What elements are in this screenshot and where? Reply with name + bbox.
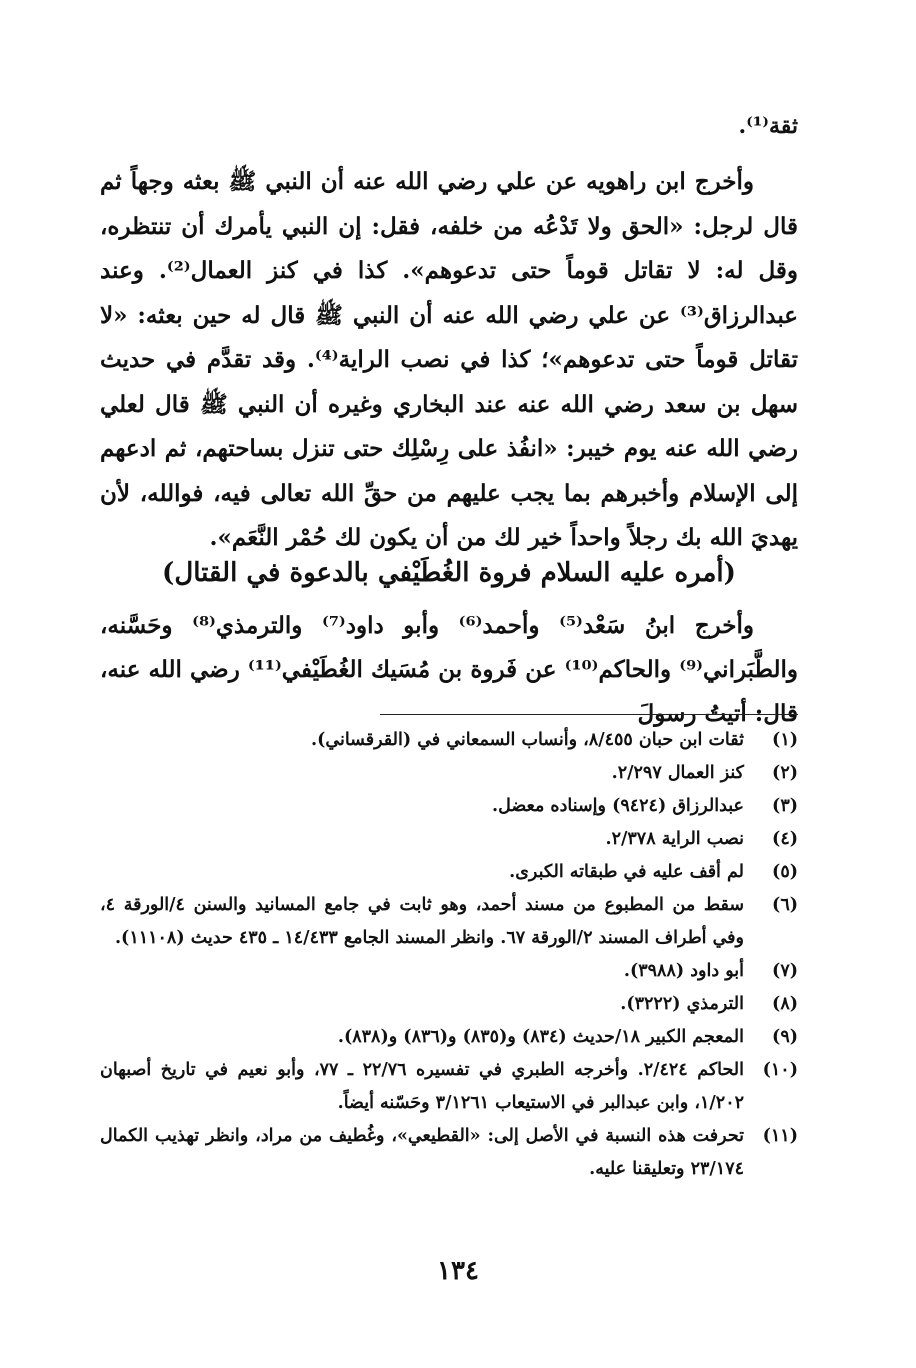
footnote-item <box>100 856 798 889</box>
main-paragraph-block <box>100 160 798 561</box>
continued-text-line: ثقة⁽¹⁾. <box>738 113 798 139</box>
section-heading: (أمره عليه السلام فروة الغُطَيْفي بالدعوة في القتال) <box>162 558 736 588</box>
footnote-text: ثقات ابن حبان ٨/٤٥٥، وأنساب السمعاني في (القرقساني). <box>310 730 744 750</box>
footnote-text: لم أقف عليه في طبقاته الكبرى. <box>509 862 744 882</box>
footnote-number: (٨) <box>772 994 798 1014</box>
footnote-separator <box>380 714 798 715</box>
footnote-text: المعجم الكبير ١٨/حديث (٨٣٤) و(٨٣٥) و(٨٣٦) و(٨٣٨). <box>337 1027 744 1047</box>
footnote-number: (٧) <box>772 961 798 981</box>
footnote-number: (١١) <box>762 1126 798 1146</box>
second-paragraph: وأخرج ابنُ سَعْد⁽⁵⁾ وأحمد⁽⁶⁾ وأبو داود⁽⁷⁾ والترمذي⁽⁸⁾ وحَسَّنه، والطَّبَراني⁽⁹⁾ والحاكم⁽¹⁰⁾ عن فَروة بن مُسَيك الغُطَيْفي⁽¹¹⁾ رضي الله عنه، قال: أتيتُ رسولَ <box>100 612 798 727</box>
footnote-text: تحرفت هذه النسبة في الأصل إلى: «القطيعي»، وغُطيف من مراد، وانظر تهذيب الكمال ٢٣/١٧٤ وتعليقنا عليه. <box>100 1126 744 1179</box>
footnote-text: أبو داود (٣٩٨٨). <box>623 961 744 981</box>
footnote-item <box>100 1054 798 1120</box>
footnote-item <box>100 889 798 955</box>
footnote-text: سقط من المطبوع من مسند أحمد، وهو ثابت في جامع المسانيد والسنن ٤/الورقة ٤، وفي أطراف المسند ٢/الورقة ٦٧. وانظر المسند الجامع ١٤/٤٣٣ ـ ٤٣٥ حديث (١١١٠٨). <box>100 895 745 948</box>
footnote-item <box>100 724 798 757</box>
footnote-number: (٥) <box>772 862 798 882</box>
footnote-item <box>100 1120 798 1186</box>
footnote-item <box>100 790 798 823</box>
footnote-text: الحاكم ٢/٤٢٤. وأخرجه الطبري في تفسيره ٢٢/٧٦ ـ ٧٧، وأبو نعيم في تاريخ أصبهان ١/٢٠٢، وابن عبدالبر في الاستيعاب ٣/١٢٦١ وحَسّنه أيضاً. <box>100 1060 744 1113</box>
footnote-text: عبدالرزاق (٩٤٢٤) وإسناده معضل. <box>492 796 744 816</box>
footnote-text: الترمذي (٣٢٢٢). <box>620 994 744 1014</box>
footnote-item <box>100 1021 798 1054</box>
main-paragraph: وأخرج ابن راهويه عن علي رضي الله عنه أن النبي ﷺ بعثه وجهاً ثم قال لرجل: «الحق ولا تَدْعُه من خلفه، فقل: إن النبي يأمرك أن تنتظره، وقل له: لا تقاتل قوماً حتى تدعوهم». كذا في كنز العمال⁽²⁾. وعند عبدالرزاق⁽³⁾ عن علي رضي الله عنه أن النبي ﷺ قال له حين بعثه: «لا تقاتل قوماً حتى تدعوهم»؛ كذا في نصب الراية⁽⁴⁾. وقد تقدَّم في حديث سهل بن سعد رضي الله عنه عند البخاري وغيره أن النبي ﷺ قال لعلي رضي الله عنه يوم خيبر: «انفُذ على رِسْلِك حتى تنزل بساحتهم، ثم ادعهم إلى الإسلام وأخبرهم بما يجب عليهم من حقِّ الله تعالى فيه، فوالله، لأن يهديَ الله بك رجلاً واحداً خير لك من أن يكون لك حُمْر النَّعَم». <box>100 168 798 551</box>
footnote-number: (٦) <box>772 895 798 915</box>
footnote-number: (١٠) <box>762 1060 798 1080</box>
footnote-number: (٤) <box>772 829 798 849</box>
footnote-number: (٢) <box>772 763 798 783</box>
footnote-number: (٩) <box>772 1027 798 1047</box>
footnote-text: نصب الراية ٢/٣٧٨. <box>605 829 744 849</box>
footnote-item <box>100 988 798 1021</box>
footnote-number: (٣) <box>772 796 798 816</box>
footnote-item <box>100 823 798 856</box>
footnote-item <box>100 955 798 988</box>
page-number: ١٣٤ <box>437 1256 479 1286</box>
footnote-number: (١) <box>772 730 798 750</box>
second-paragraph-block <box>100 604 798 736</box>
footnote-item <box>100 757 798 790</box>
footnotes-list <box>100 724 798 1186</box>
footnote-text: كنز العمال ٢/٢٩٧. <box>611 763 744 783</box>
